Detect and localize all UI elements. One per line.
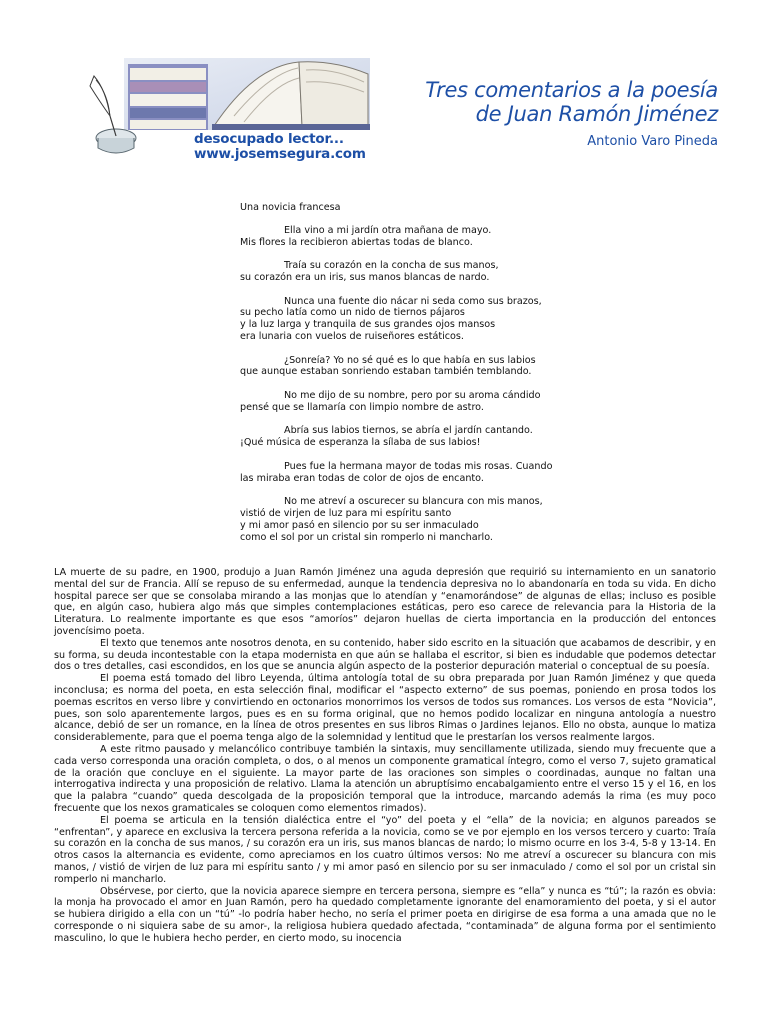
poem-title: Una novicia francesa: [240, 202, 341, 213]
poem-stanza: [240, 390, 660, 414]
poem-stanza: [240, 296, 660, 343]
poem-verse: vistió de virjen de luz para mi espíritu santo: [240, 507, 452, 519]
logo-site-url[interactable]: www.josemsegura.com: [194, 146, 366, 162]
poem-verse: No me atreví a oscurecer su blancura con mis manos,: [284, 496, 543, 508]
commentary-paragraph: A este ritmo pausado y melancólico contribuye también la sintaxis, muy sencillamente utilizada, siendo muy frecuente que a cada verso corresponda una oración completa, o dos, o al menos un componente gramatical íntegro, como el verso 7, sujeto gramatical de la oración que concluye en el siguiente. La mayor parte de las oraciones son simples o coordinadas, aunque no faltan una interrogativa indirecta y una proposición de relativo. Llama la atención un abruptísimo encabalgamiento entre el verso 15 y el 16, en los que la palabra “cuando” queda descolgada de la proposición temporal que la introduce, marcando además la rima (es muy poco frecuente que los nexos gramaticales se coloquen como elementos rimados).: [54, 743, 716, 814]
poem-verse: Ella vino a mi jardín otra mañana de mayo.: [284, 224, 492, 236]
commentary-paragraph: LA muerte de su padre, en 1900, produjo a Juan Ramón Jiménez una aguda depresión que requirió su internamiento en un sanatorio mental del sur de Francia. Allí se repuso de su enfermedad, aunque la tendencia depresiva no lo abandonaría en toda su vida. En dicho hospital parece ser que se consolaba mirando a las monjas que lo atendían y “enamorándose” de algunas de ellas; incluso es posible que, en algún caso, hubiera algo más que simples contemplaciones estáticas, pero eso carece de relevancia para la Historia de la Literatura. Lo realmente importante es que esos “amoríos” dejaron huellas de cierta importancia en la producción del entonces jovencísimo poeta.: [54, 567, 716, 637]
poem-verse: era lunaria con vuelos de ruiseñores estáticos.: [240, 330, 464, 342]
poem-stanza: [240, 260, 660, 284]
poem-verse: pensé que se llamaría con limpio nombre de astro.: [240, 401, 484, 413]
poem: [240, 202, 660, 555]
poem-verse: su pecho latía como un nido de tiernos pájaros: [240, 307, 465, 319]
poem-verse: como el sol por un cristal sin romperlo ni mancharlo.: [240, 531, 493, 543]
poem-verse: Pues fue la hermana mayor de todas mis rosas. Cuando: [284, 460, 553, 472]
commentary-paragraph: El poema está tomado del libro Leyenda, última antología total de su obra preparada por Juan Ramón Jiménez y que queda inconclusa; es norma del poeta, en esta selección final, modificar el “aspecto externo” de sus poemas, poniendo en prosa todos los poemas escritos en verso libre y convirtiendo en octonarios monorrimos los versos de todos sus romances. Los versos de esta “Novicia”, pues, son solo aparentemente largos, pues es en su forma original, que no hemos podido localizar en ninguna antología a nuestro alcance, debió de ser un romance, en la línea de otros presentes en sus libros Rimas o Jardines lejanos. Ello no obsta, aunque lo matiza considerablemente, para que el poema tenga algo de la solemnidad y lentitud que le prestarían los versos realmente largos.: [54, 673, 716, 744]
poem-stanza: [240, 425, 660, 449]
commentary-text: [54, 567, 716, 945]
poem-stanzas: [240, 225, 660, 544]
poem-verse: y la luz larga y tranquila de sus grandes ojos mansos: [240, 319, 496, 331]
logo-tagline-text: desocupado lector...: [194, 131, 344, 147]
poem-verse: las miraba eran todas de color de ojos de encanto.: [240, 472, 484, 484]
document-author: Antonio Varo Pineda: [587, 134, 718, 149]
poem-stanza: [240, 355, 660, 379]
poem-verse: ¿Sonreía? Yo no sé qué es lo que había en sus labios: [284, 354, 536, 366]
poem-stanza: [240, 496, 660, 543]
commentary-paragraph: El texto que tenemos ante nosotros denota, en su contenido, haber sido escrito en la situación que acabamos de describir, y en su forma, su deuda incontestable con la etapa modernista en que aún se hallaba el escritor, si bien es indudable que podemos detectar dos o tres detalles, casi escondidos, en los que se anuncia algún aspecto de la posterior depuración material o conceptual de su poesía.: [54, 637, 716, 673]
poem-verse: No me dijo de su nombre, pero por su aroma cándido: [284, 389, 541, 401]
commentary-paragraph: El poema se articula en la tensión dialéctica entre el “yo” del poeta y el “ella” de la novicia; en algunos pareados se “enfrentan”, y aparece en exclusiva la tercera persona referida a la novicia, como se ve por ejemplo en los versos tercero y cuarto: Traía su corazón en la concha de sus manos, / su corazón era un iris, sus manos blancas de nardo; lo mismo ocurre en los 3-4, 5-8 y 13-14. En otros casos la alternancia es evidente, como apreciamos en los cuatro últimos versos: No me atreví a oscurecer su blancura con mis manos, / vistió de virjen de luz para mi espíritu santo / y mi amor pasó en silencio por su ser inmaculado / como el sol por un cristal sin romperlo ni mancharlo.: [54, 814, 716, 885]
poem-verse: y mi amor pasó en silencio por su ser inmaculado: [240, 519, 479, 531]
site-logo[interactable]: [84, 56, 370, 176]
poem-stanza: [240, 461, 660, 485]
document-title-line-2: de Juan Ramón Jiménez: [475, 102, 718, 126]
poem-verse: Mis flores la recibieron abiertas todas de blanco.: [240, 236, 473, 248]
poem-verse: Traía su corazón en la concha de sus manos,: [284, 260, 499, 272]
document-title-line-1: Tres comentarios a la poesía: [425, 78, 718, 102]
poem-verse: Nunca una fuente dio nácar ni seda como sus brazos,: [284, 295, 542, 307]
poem-verse: que aunque estaban sonriendo estaban también temblando.: [240, 366, 532, 378]
poem-verse: su corazón era un iris, sus manos blancas de nardo.: [240, 271, 490, 283]
document-header: [425, 78, 718, 149]
commentary-paragraph: Obsérvese, por cierto, que la novicia aparece siempre en tercera persona, siempre es “ella” y nunca es “tú”; la razón es obvia: la monja ha provocado el amor en Juan Ramón, pero ha quedado completamente ignorante del enamoramiento del poeta, y si el autor se hubiera dirigido a ella con un “tú” -lo podría haber hecho, no sería el primer poeta en dirigirse de esa forma a una amada que no le corresponde o ni siquiera sabe de su amor-, la religiosa hubiera quedado afectada, “contaminada” de alguna forma por el sentimiento masculino, lo que le hubiera hecho perder, en cierto modo, su inocencia: [54, 885, 716, 944]
stacked-books-icon: [128, 64, 208, 130]
logo-tagline: [194, 132, 366, 162]
poem-verse: Abría sus labios tiernos, se abría el jardín cantando.: [284, 425, 533, 437]
poem-stanza: [240, 225, 660, 249]
poem-verse: ¡Qué música de esperanza la sílaba de sus labios!: [240, 437, 481, 449]
